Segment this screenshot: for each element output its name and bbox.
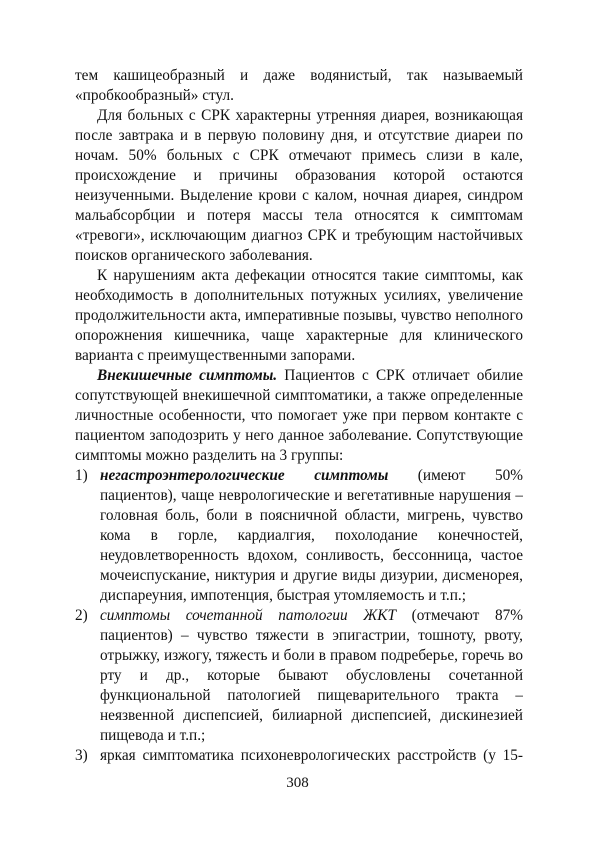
paragraph-text: К нарушениям акта дефекации относятся такие симптомы, как необходимость в дополнительных потужных усилиях, увеличение продолжительности акта, императивные позывы, чувство неполного опорожнения кишечника, чаще характерные для клинического варианта с преимущественными запорами. — [75, 267, 523, 364]
list-item-body — [100, 746, 523, 766]
list-item-body — [100, 606, 523, 746]
list-item-number: 1) — [75, 467, 88, 484]
list-item-text: (отмечают 87% пациентов) – чувство тяжести в эпигастрии, тошноту, рвоту, отрыжку, изжогу, тяжесть и боли в правом подреберье, горечь во рту и др., которые бывают обусловлены сочетанной функциональной патологией пищеварительного тракта – неязвенной диспепсией, билиарной диспепсией, дискинезией пищевода и т.п.; — [100, 607, 523, 744]
list-item — [75, 466, 523, 606]
paragraph-heading: Внекишечные симптомы. — [97, 367, 278, 384]
list-item — [75, 606, 523, 746]
paragraph-continuation — [75, 66, 523, 106]
list-item-text: (имеют 50% пациентов), чаще неврологические и вегетативные нарушения – головная боль, боли в поясничной области, мигрень, чувство кома в горле, кардиалгия, похолодание конечностей, неудовлетворенность вдохом, сонливость, бессонница, частое мочеиспускание, никтурия и другие виды дизурии, дисменорея, диспареуния, импотенция, быстрая утомляемость и т.п.; — [100, 467, 523, 604]
paragraph-text: Пациентов с СРК отличает обилие сопутствующей внекишечной симптоматики, а также определенные личностные особенности, что помогает уже при первом контакте с пациентом заподозрить у него данное заболевание. Сопутствующие симптомы можно разделить на 3 группы: — [75, 367, 523, 464]
paragraph-defecation-disorders — [75, 266, 523, 366]
list-item-number: 3) — [75, 747, 88, 764]
list-item-body — [100, 466, 523, 606]
paragraph-text: тем кашицеобразный и даже водянистый, так называемый «пробкообразный» стул. — [75, 67, 523, 104]
paragraph-extraintestinal-symptoms — [75, 366, 523, 466]
list-item — [75, 746, 523, 766]
symptom-groups-list — [75, 466, 523, 766]
page-number: 308 — [286, 775, 309, 791]
list-item-text: яркая симптоматика психоневрологических расстройств (у 15- — [100, 747, 523, 764]
list-item-lead: симптомы сочетанной патологии ЖКТ — [100, 607, 396, 624]
paragraph-morning-diarrhea — [75, 106, 523, 266]
paragraph-text: Для больных с СРК характерны утренняя диарея, возникающая после завтрака и в первую половину дня, и отсутствие диареи по ночам. 50% больных с СРК отмечают примесь слизи в кале, происхождение и причины образования которой остаются неизученными. Выделение крови с калом, ночная диарея, синдром мальабсорбции и потеря массы тела относятся к симптомам «тревоги», исключающим диагноз СРК и требующим настойчивых поисков органического заболевания. — [75, 107, 523, 264]
list-item-number: 2) — [75, 607, 88, 624]
page-body-text — [75, 66, 523, 766]
list-item-lead: негастроэнтерологические симптомы — [100, 467, 389, 484]
